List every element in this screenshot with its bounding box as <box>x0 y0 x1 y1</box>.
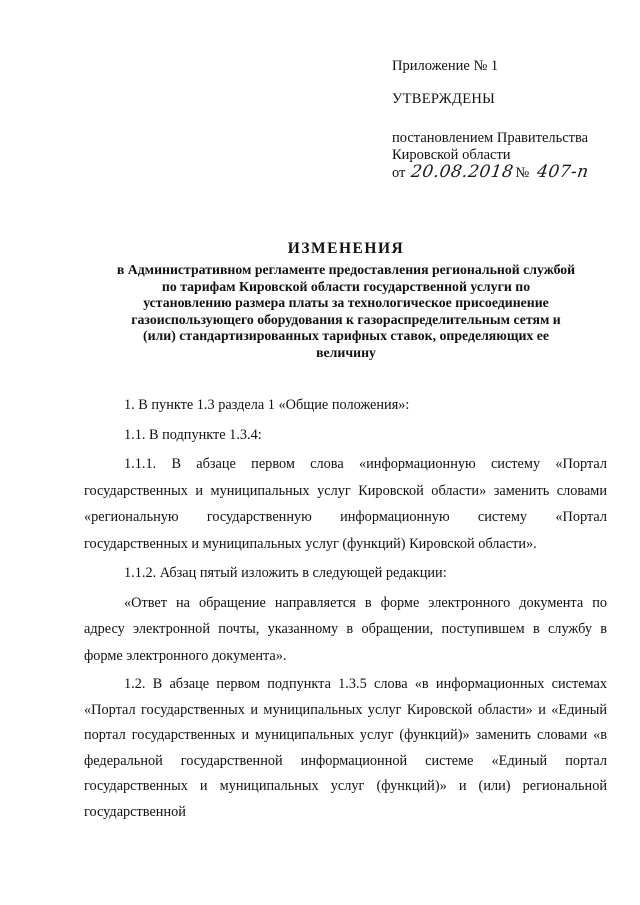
appendix-number: Приложение № 1 <box>392 58 499 74</box>
title-line-6: величину <box>316 344 376 360</box>
document-body <box>84 392 607 825</box>
handwritten-number: 407-п <box>535 162 591 182</box>
paragraph-1-1-1: 1.1.1. В абзаце первом слова «информационную систему «Портал государственных и муниципальных услуг Кировской области» заменить словами «региональную государственную информационную систему «Портал государственных и муниципальных услуг (функций) Кировской области». <box>84 456 607 552</box>
title-line-2: по тарифам Кировской области государственной услуги по <box>161 278 531 294</box>
date-prefix: от <box>392 165 406 181</box>
document-title <box>82 240 610 361</box>
decree-line-2: Кировской области <box>392 147 511 163</box>
approved-label: УТВЕРЖДЕНЫ <box>392 91 496 107</box>
title-line-1: в Административном регламенте предоставления региональной службой <box>116 262 576 277</box>
paragraph-1-2: 1.2. В абзаце первом подпункта 1.3.5 слова «в информационных системах «Портал государственных и муниципальных услуг Кировской области» и «Единый портал государственных и муниципальных услуг (функций)» заменить словами «в федеральной государственной информационной системе «Единый портал государственных и муниципальных услуг (функций)» и (или) региональной государственной <box>84 676 607 820</box>
paragraph-1-1-2: 1.1.2. Абзац пятый изложить в следующей редакции: <box>124 565 447 581</box>
title-main: ИЗМЕНЕНИЯ <box>287 240 405 257</box>
title-line-4: газоиспользующего оборудования к газораспределительным сетям и <box>131 311 561 327</box>
paragraph-quote: «Ответ на обращение направляется в форме электронного документа по адресу электронной почты, указанному в обращении, поступившем в службу в форме электронного документа». <box>84 594 607 664</box>
number-sign: № <box>515 165 530 181</box>
decree-date-line <box>392 164 622 182</box>
title-line-3: установлению размера платы за технологическое присоединение <box>143 295 549 310</box>
paragraph-1: 1. В пункте 1.3 раздела 1 «Общие положения»: <box>124 397 410 413</box>
handwritten-date: 20.08.2018 <box>410 162 516 182</box>
title-line-5: (или) стандартизированных тарифных ставок, определяющих ее <box>142 328 550 343</box>
paragraph-1-1: 1.1. В подпункте 1.3.4: <box>124 426 262 443</box>
approval-block <box>392 58 622 182</box>
decree-line-1: постановлением Правительства <box>392 130 589 146</box>
